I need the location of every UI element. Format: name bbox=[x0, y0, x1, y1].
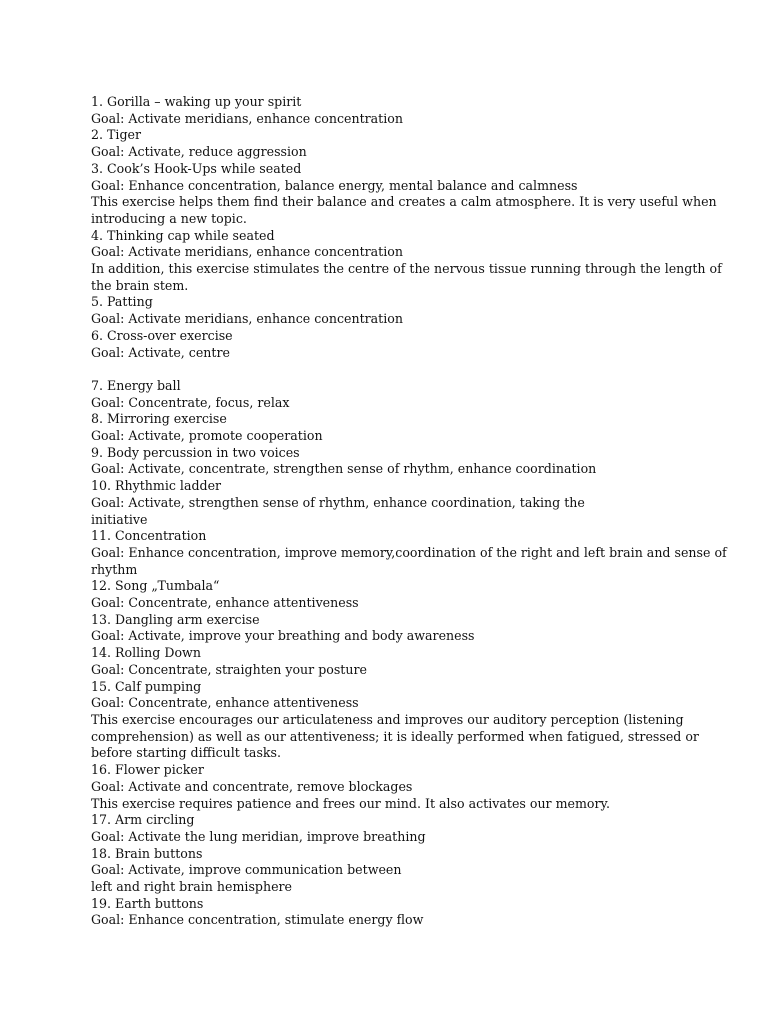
exercise-title: 19. Earth buttons bbox=[91, 895, 204, 911]
exercise-goal: Goal: Concentrate, focus, relax bbox=[91, 394, 290, 410]
exercise-description: This exercise requires patience and frees our mind. It also activates our memory. bbox=[91, 795, 610, 811]
exercise-goal: Goal: Activate, strengthen sense of rhythm, enhance coordination, taking the bbox=[91, 494, 585, 510]
exercise-goal: Goal: Activate, concentrate, strengthen sense of rhythm, enhance coordination bbox=[91, 461, 597, 477]
exercise-goal: Goal: Activate, reduce aggression bbox=[91, 144, 307, 160]
exercise-goal: Goal: Activate, centre bbox=[91, 344, 230, 360]
exercise-description: before starting difficult tasks. bbox=[91, 745, 282, 761]
exercise-title: 1. Gorilla – waking up your spirit bbox=[91, 94, 302, 109]
document-body bbox=[91, 94, 727, 929]
exercise-title: 2. Tiger bbox=[91, 127, 141, 143]
exercise-title: 3. Cook’s Hook-Ups while seated bbox=[91, 160, 302, 176]
exercise-description: introducing a new topic. bbox=[91, 210, 247, 226]
exercise-goal: Goal: Enhance concentration, improve memory,coordination of the right and left brain and sense of bbox=[91, 544, 727, 560]
exercise-goal: left and right brain hemisphere bbox=[91, 879, 293, 895]
exercise-goal: Goal: Concentrate, enhance attentiveness bbox=[91, 695, 359, 711]
exercise-title: 14. Rolling Down bbox=[91, 645, 201, 661]
exercise-description: comprehension) as well as our attentiveness; it is ideally performed when fatigued, stressed or bbox=[91, 728, 699, 744]
exercise-title: 13. Dangling arm exercise bbox=[91, 611, 260, 627]
exercise-goal: initiative bbox=[91, 511, 148, 527]
exercise-goal: Goal: Activate, improve communication between bbox=[91, 862, 402, 878]
exercise-title: 7. Energy ball bbox=[91, 377, 181, 393]
exercise-title: 18. Brain buttons bbox=[91, 845, 203, 861]
exercise-title: 6. Cross-over exercise bbox=[91, 327, 233, 343]
exercise-title: 9. Body percussion in two voices bbox=[91, 444, 300, 460]
exercise-goal: Goal: Enhance concentration, stimulate energy flow bbox=[91, 912, 424, 928]
exercise-goal: rhythm bbox=[91, 561, 138, 577]
exercise-title: 8. Mirroring exercise bbox=[91, 411, 227, 427]
exercise-title: 5. Patting bbox=[91, 294, 153, 310]
exercise-title: 10. Rhythmic ladder bbox=[91, 478, 222, 494]
exercise-title: 4. Thinking cap while seated bbox=[91, 227, 275, 243]
exercise-goal: Goal: Activate and concentrate, remove blockages bbox=[91, 778, 413, 794]
exercise-title: 11. Concentration bbox=[91, 528, 207, 544]
exercise-goal: Goal: Activate the lung meridian, improve breathing bbox=[91, 828, 426, 844]
exercise-description: This exercise encourages our articulateness and improves our auditory perception (listening bbox=[91, 712, 684, 727]
exercise-description: This exercise helps them find their balance and creates a calm atmosphere. It is very useful when bbox=[91, 194, 717, 210]
exercise-goal: Goal: Activate meridians, enhance concentration bbox=[91, 311, 403, 327]
exercise-title: 15. Calf pumping bbox=[91, 678, 202, 694]
blank-line bbox=[91, 361, 691, 378]
exercise-goal: Goal: Activate meridians, enhance concentration bbox=[91, 244, 403, 260]
exercise-goal: Goal: Concentrate, straighten your posture bbox=[91, 661, 367, 677]
exercise-description: the brain stem. bbox=[91, 277, 189, 293]
exercise-title: 12. Song „Tumbala“ bbox=[91, 578, 220, 594]
exercise-title: 16. Flower picker bbox=[91, 762, 204, 778]
exercise-goal: Goal: Enhance concentration, balance energy, mental balance and calmness bbox=[91, 177, 578, 193]
exercise-title: 17. Arm circling bbox=[91, 812, 195, 828]
exercise-goal: Goal: Activate meridians, enhance concentration bbox=[91, 110, 403, 126]
exercise-goal: Goal: Activate, promote cooperation bbox=[91, 428, 323, 444]
exercise-description: In addition, this exercise stimulates the centre of the nervous tissue running through the length of bbox=[91, 261, 722, 277]
exercise-goal: Goal: Concentrate, enhance attentiveness bbox=[91, 595, 359, 611]
exercise-goal: Goal: Activate, improve your breathing and body awareness bbox=[91, 628, 475, 644]
